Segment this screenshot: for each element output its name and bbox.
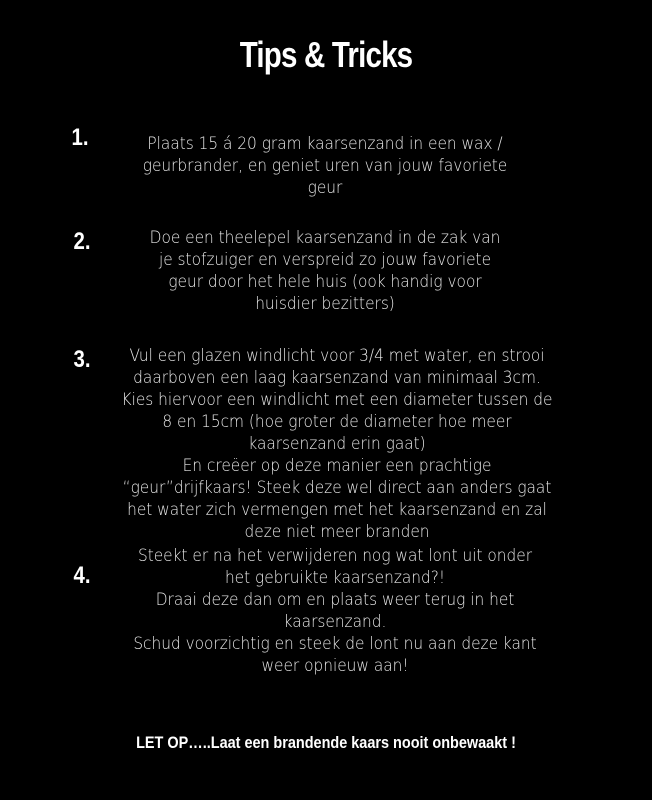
- tip-2-text: Doe een theelepel kaarsenzand in de zak van je stofzuiger en verspreid zo jouw favoriete geur door het hele huis (ook handig voor huisdier bezitters): [149, 228, 501, 313]
- tip-4-number: 4.: [73, 562, 91, 589]
- tip-2-number: 2.: [73, 228, 91, 255]
- tip-1-number: 1.: [71, 124, 89, 151]
- warning-text: LET OP…..Laat een brandende kaars nooit onbewaakt !: [136, 733, 516, 752]
- page-title: Tips & Tricks: [239, 34, 413, 75]
- tip-3-number: 3.: [73, 346, 91, 373]
- tip-4-text: Steekt er na het verwijderen nog wat lont uit onder het gebruikte kaarsenzand?! Draai deze dan om en plaats weer terug in het kaarsenzand. Schud voorzichtig en steek de lont nu aan deze kant weer opnieuw aan!: [133, 546, 537, 675]
- tip-1-text: Plaats 15 á 20 gram kaarsenzand in een wax / geurbrander, en geniet uren van jouw favoriete geur: [142, 134, 508, 197]
- tip-3-text: Vul een glazen windlicht voor 3/4 met water, en strooi daarboven een laag kaarsenzand van minimaal 3cm. Kies hiervoor een windlicht met een diameter tussen de 8 en 15cm (hoe groter de diameter hoe meer kaarsenzand erin gaat) En creëer op deze manier een prachtige “geur”drijfkaars! Steek deze wel direct aan anders gaat het water zich vermengen met het kaarsenzand en zal deze niet meer branden: [121, 346, 553, 541]
